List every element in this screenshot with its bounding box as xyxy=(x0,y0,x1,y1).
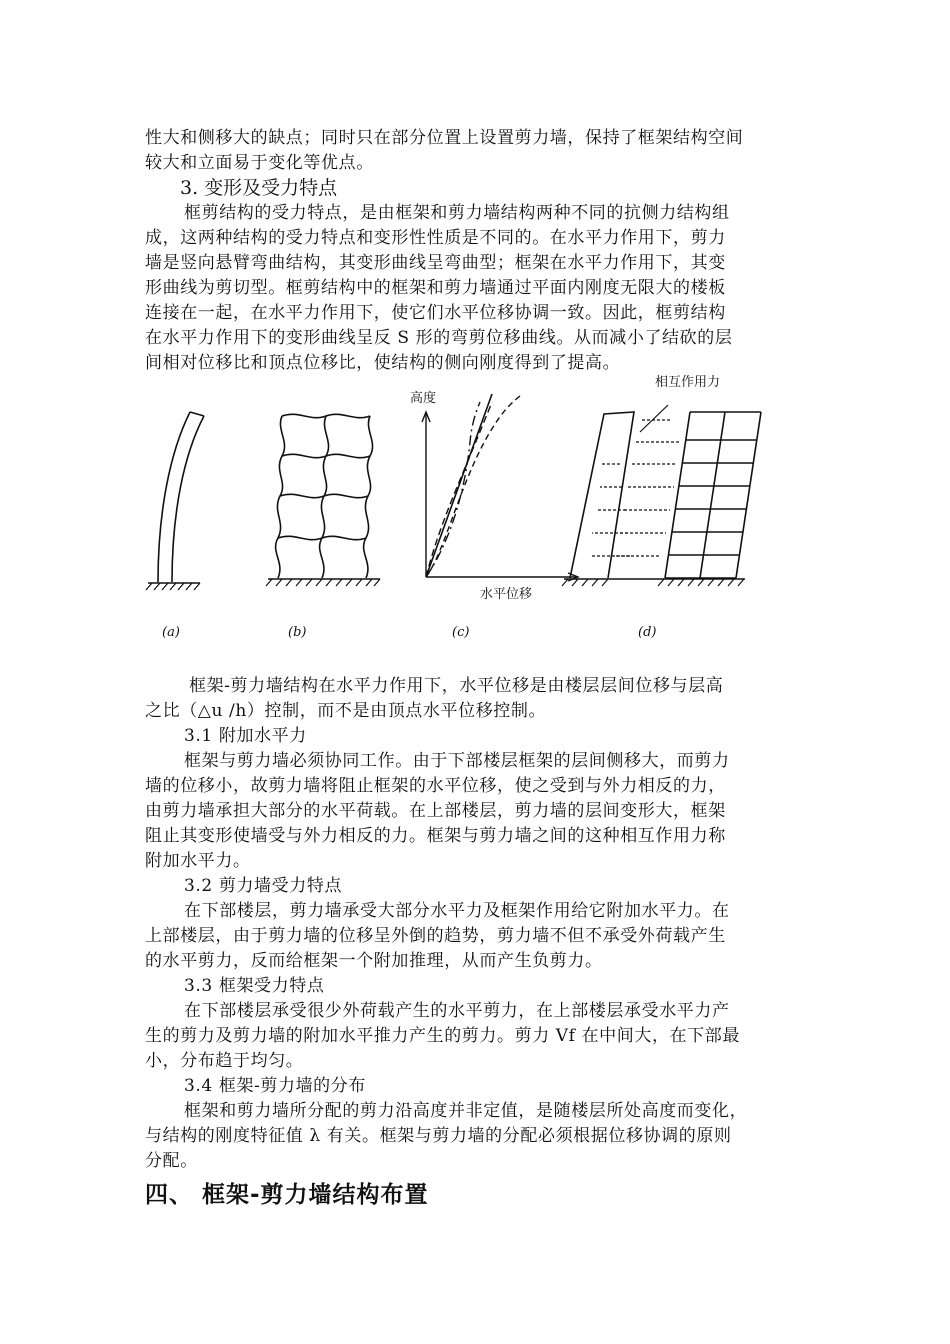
section-3-line-7: 间相对位移比和顶点位移比，使结构的侧向刚度得到了提高。 xyxy=(145,353,621,373)
section-3-1-line-2: 墙的位移小，故剪力墙将阻止框架的水平位移，使之受到与外力相反的力， xyxy=(145,776,726,796)
section-3-1-line-1: 框架与剪力墙必须协同工作。由于下部楼层框架的层间侧移大，而剪力 xyxy=(184,751,730,771)
figure-d-interaction xyxy=(562,405,761,586)
section-3-1-line-3: 由剪力墙承担大部分的水平荷载。在上部楼层，剪力墙的层间变形大，框架 xyxy=(145,801,726,821)
figure-b-frame xyxy=(266,414,380,586)
caption-c: (c) xyxy=(452,625,470,640)
label-interaction-force: 相互作用力 xyxy=(655,375,721,390)
section-3-3-line-3: 小，分布趋于均匀。 xyxy=(145,1051,304,1071)
control-line-1: 框架-剪力墙结构在水平力作用下，水平位移是由楼层层间位移与层高 xyxy=(189,676,724,696)
label-height: 高度 xyxy=(410,391,437,406)
figure-a-shear-wall xyxy=(146,412,204,590)
section-3-2-line-3: 的水平剪力，反而给框架一个附加推理，从而产生负剪力。 xyxy=(145,951,603,971)
caption-d: (d) xyxy=(638,625,657,640)
section-3-3-line-2: 生的剪力及剪力墙的附加水平推力产生的剪力。剪力 Vf 在中间大，在下部最 xyxy=(145,1026,740,1046)
section-3-line-1: 框剪结构的受力特点，是由框架和剪力墙结构两种不同的抗侧力结构组 xyxy=(184,203,730,223)
intro-line-2: 较大和立面易于变化等优点。 xyxy=(145,153,374,173)
caption-b: (b) xyxy=(288,625,307,640)
section-3-line-6: 在水平力作用下的变形曲线呈反 S 形的弯剪位移曲线。从而减小了结砍的层 xyxy=(145,328,733,348)
deformation-figure xyxy=(140,372,820,652)
section-3-4-line-2: 与结构的刚度特征值 λ 有关。框架与剪力墙的分配必须根据位移协调的原则 xyxy=(145,1126,732,1146)
section-3-3-title: 3.3 框架受力特点 xyxy=(184,976,325,996)
label-horizontal-displacement: 水平位移 xyxy=(480,587,533,602)
section-3-2-title: 3.2 剪力墙受力特点 xyxy=(184,876,343,896)
section-3-4-line-3: 分配。 xyxy=(145,1151,198,1171)
section-3-2-line-2: 上部楼层，由于剪力墙的位移呈外倒的趋势，剪力墙不但不承受外荷载产生 xyxy=(145,926,726,946)
chapter-4-title: 四、 框架-剪力墙结构布置 xyxy=(145,1182,429,1208)
section-3-3-line-1: 在下部楼层承受很少外荷载产生的水平剪力，在上部楼层承受水平力产 xyxy=(184,1001,730,1021)
section-3-1-title: 3.1 附加水平力 xyxy=(184,726,307,746)
section-3-1-line-5: 附加水平力。 xyxy=(145,851,251,871)
section-3-line-5: 连接在一起，在水平力作用下，使它们水平位移协调一致。因此，框剪结构 xyxy=(145,303,726,323)
control-line-2: 之比（△u /h）控制，而不是由顶点水平位移控制。 xyxy=(145,701,547,721)
intro-line-1: 性大和侧移大的缺点；同时只在部分位置上设置剪力墙，保持了框架结构空间 xyxy=(145,128,744,148)
section-3-2-line-1: 在下部楼层，剪力墙承受大部分水平力及框架作用给它附加水平力。在 xyxy=(184,901,730,921)
figure-c-curves xyxy=(422,394,578,581)
section-3-line-2: 成，这两种结构的受力特点和变形性性质是不同的。在水平力作用下，剪力 xyxy=(145,228,726,248)
section-3-4-line-1: 框架和剪力墙所分配的剪力沿高度并非定值，是随楼层所处高度而变化， xyxy=(184,1101,748,1121)
section-3-4-title: 3.4 框架-剪力墙的分布 xyxy=(184,1076,366,1096)
section-3-title: 3. 变形及受力特点 xyxy=(180,177,338,199)
caption-a: (a) xyxy=(162,625,180,640)
section-3-line-4: 形曲线为剪切型。框剪结构中的框架和剪力墙通过平面内刚度无限大的楼板 xyxy=(145,278,726,298)
section-3-line-3: 墙是竖向悬臂弯曲结构，其变形曲线呈弯曲型；框架在水平力作用下，其变 xyxy=(145,253,726,273)
section-3-1-line-4: 阻止其变形使墙受与外力相反的力。框架与剪力墙之间的这种相互作用力称 xyxy=(145,826,726,846)
